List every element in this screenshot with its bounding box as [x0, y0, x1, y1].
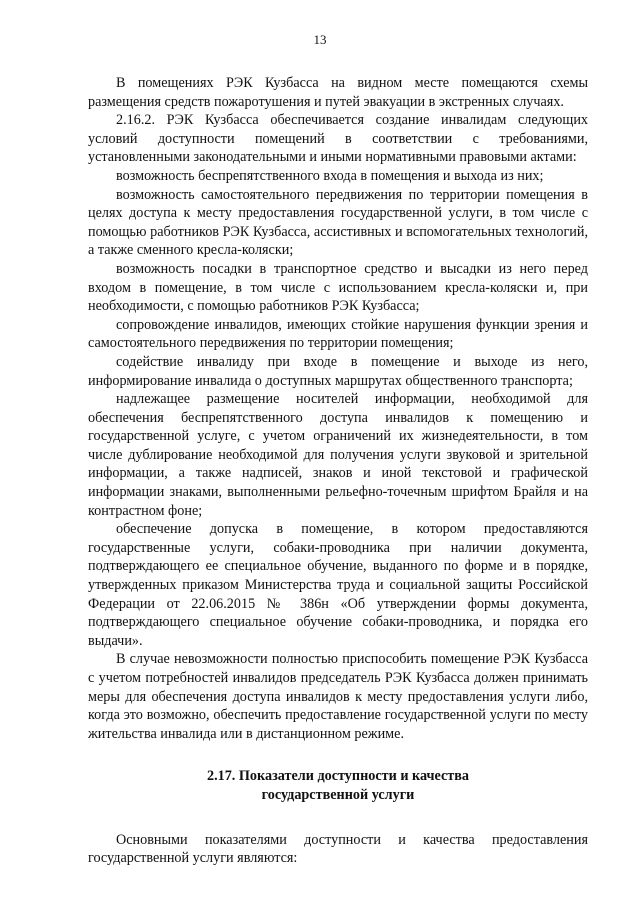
paragraph-assistance: содействие инвалиду при входе в помещение и выходе из него, информирование инвалида о доступных маршрутах общественного транспорта; — [88, 353, 588, 389]
paragraph-impossibility-case: В случае невозможности полностью приспособить помещение РЭК Кузбасса с учетом потребностей инвалидов председатель РЭК Кузбасса должен принимать меры для обеспечения доступа инвалидов к месту предоставления услуги либо, когда это возможно, обеспечить предоставление государственной услуги по месту жительства инвалида или в дистанционном режиме. — [88, 651, 588, 742]
paragraph-accessibility-conditions: 2.16.2. РЭК Кузбасса обеспечивается создание инвалидам следующих условий доступности помещений в соответствии с требованиями, установленными законодательными и иными нормативными правовыми актами: — [88, 112, 588, 166]
page-body — [88, 74, 588, 868]
paragraph-indicators-intro: Основными показателями доступности и качества предоставления государственной услуги являются: — [88, 831, 588, 867]
paragraph-independent-movement: возможность самостоятельного передвижения по территории помещения в целях доступа к месту предоставления государственной услуги, в том числе с помощью работников РЭК Кузбасса, ассистивных и вспомогательных технологий, а также сменного кресла-коляски; — [88, 186, 588, 259]
paragraph-entry-exit: возможность беспрепятственного входа в помещения и выхода из них; — [116, 167, 544, 184]
paragraph-escort: сопровождение инвалидов, имеющих стойкие нарушения функции зрения и самостоятельного передвижения по территории помещения; — [88, 316, 588, 352]
section-heading — [88, 767, 588, 804]
paragraph-information-placement: надлежащее размещение носителей информации, необходимой для обеспечения беспрепятственного доступа инвалидов к помещению и государственной услуге, с учетом ограничений их жизнедеятельности, в том числе дублирование необходимой для получения услуги звуковой и зрительной информации, а также надписей, знаков и иной текстовой и графической информации знаками, выполненными рельефно-точечным шрифтом Брайля и на контрастном фоне; — [88, 391, 588, 519]
paragraph-guide-dog: обеспечение допуска в помещение, в котором предоставляются государственные услуги, собаки-проводника при наличии документа, подтверждающего ее специальное обучение, выданного по форме и в порядке, утвержденных приказом Министерства труда и социальной защиты Российской Федерации от 22.06.2015 № 386н «Об утверждении формы документа, подтверждающего специальное обучение собаки-проводника, и порядка его выдачи». — [88, 521, 588, 649]
section-heading-line-1: 2.17. Показатели доступности и качества — [206, 768, 470, 785]
paragraph-evacuation-schemes: В помещениях РЭК Кузбасса на видном месте помещаются схемы размещения средств пожаротушения и путей эвакуации в экстренных случаях. — [88, 75, 588, 110]
section-heading-line-2: государственной услуги — [261, 786, 415, 803]
paragraph-transport-boarding: возможность посадки в транспортное средство и высадки из него перед входом в помещение, в том числе с использованием кресла-коляски и, при необходимости, с помощью работников РЭК Кузбасса; — [88, 260, 588, 315]
page-number: 13 — [313, 32, 327, 47]
